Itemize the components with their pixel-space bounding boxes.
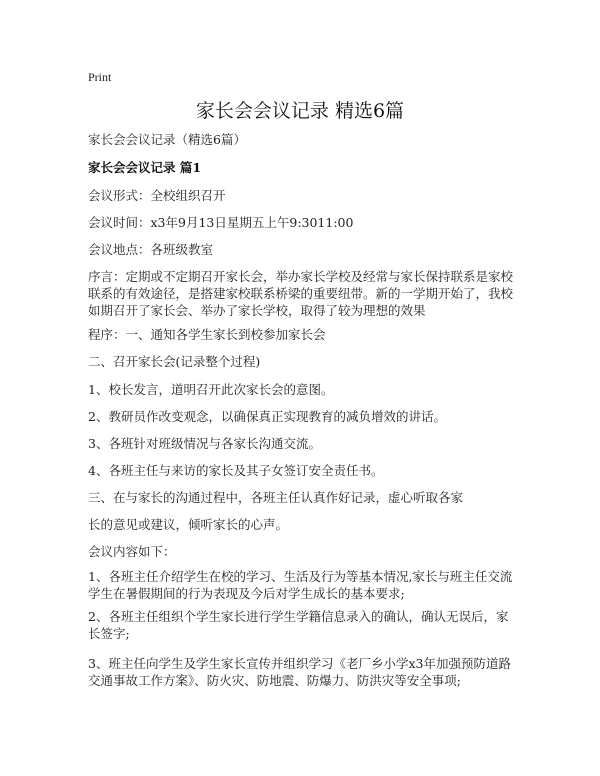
procedure-step-3-line1: 三、在与家长的沟通过程中，各班主任认真作好记录，虚心听取各家 [88,490,464,505]
list-item: 1、校长发言，道明召开此次家长会的意图。 [88,382,334,397]
meeting-place: 会议地点：各班级教室 [88,242,214,257]
list-item: 2、教研员作改变观念，以确保真正实现教育的减负增效的讲话。 [88,409,446,424]
procedure-step-1: 程序：一、通知各学生家长到校参加家长会 [88,327,326,342]
content-intro: 会议内容如下： [88,544,176,559]
section-heading: 家长会会议记录 篇1 [88,160,202,175]
meeting-form: 会议形式：全校组织召开 [88,188,226,203]
print-link[interactable]: Print [88,70,112,84]
content-item: 1、各班主任介绍学生在校的学习、生活及行为等基本情况,家长与班主任交流学生在暑假期间的行为表现及今后对学生成长的基本要求; [88,569,513,601]
preface-paragraph: 序言：定期或不定期召开家长会，举办家长学校及经常与家长保持联系是家校联系的有效途径，是搭建家校联系桥梁的重要纽带。新的一学期开始了，我校如期召开了家长会、举办了家长学校，取得了较为理想的效果 [88,269,514,318]
content-item: 3、班主任向学生及学生家长宣传并组织学习《老厂乡小学x3年加强预防道路交通事故工作方案》、防火灾、防地震、防爆力、防洪灾等安全事项; [88,656,511,688]
procedure-step-3-line2: 长的意见或建议，倾听家长的心声。 [88,517,289,532]
document-subtitle: 家长会会议记录（精选6篇） [88,132,246,147]
meeting-time: 会议时间：x3年9月13日星期五上午9:3011:00 [88,215,354,230]
content-item: 2、各班主任组织个学生家长进行学生学籍信息录入的确认，确认无误后，家长签字; [88,609,509,641]
procedure-step-2: 二、召开家长会(记录整个过程) [88,354,261,369]
list-item: 3、各班针对班级情况与各家长沟通交流。 [88,436,321,451]
page-title: 家长会会议记录 精选6篇 [195,100,405,122]
list-item: 4、各班主任与来访的家长及其子女签订安全责任书。 [88,463,384,478]
